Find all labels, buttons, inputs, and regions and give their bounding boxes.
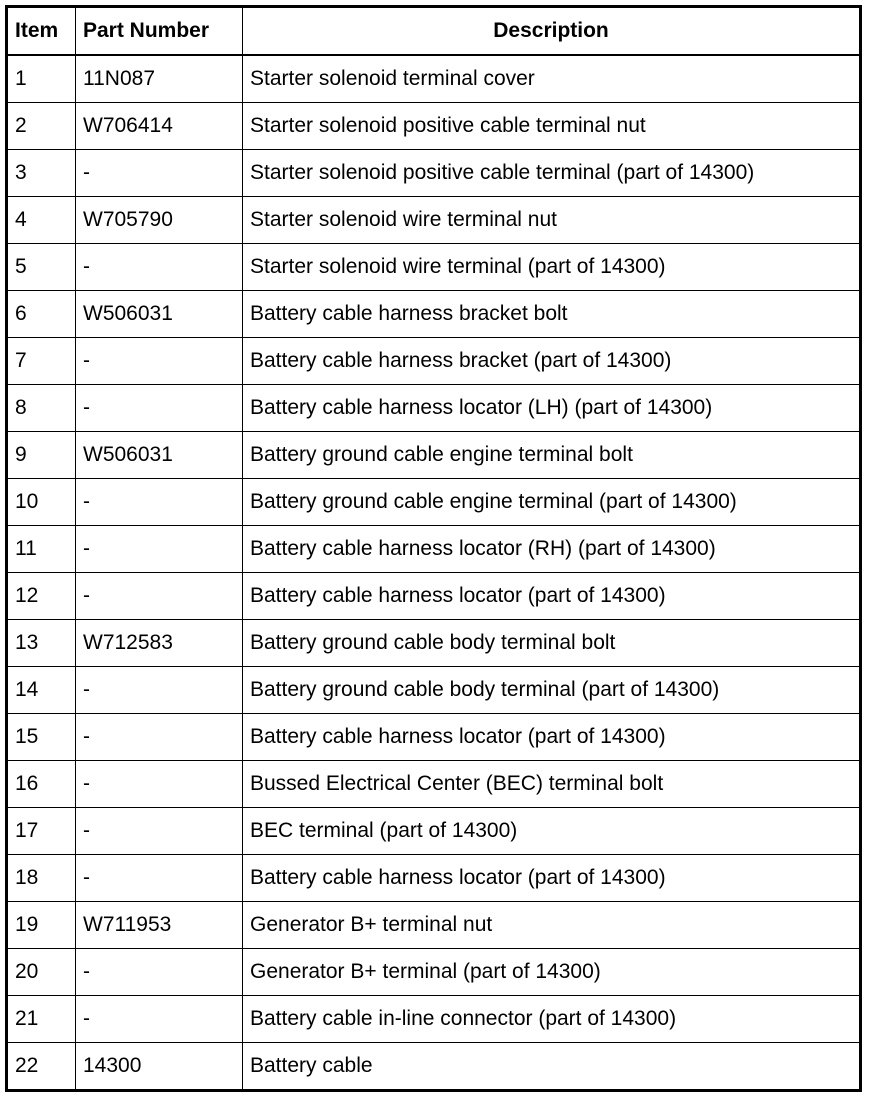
item-cell: 12 — [7, 573, 76, 620]
item-cell: 17 — [7, 808, 76, 855]
item-cell: 9 — [7, 432, 76, 479]
part-number-cell: - — [76, 479, 243, 526]
part-number-cell: W705790 — [76, 197, 243, 244]
part-number-cell: W506031 — [76, 291, 243, 338]
table-row — [7, 949, 861, 996]
item-cell: 11 — [7, 526, 76, 573]
item-cell: 21 — [7, 996, 76, 1043]
table-row — [7, 667, 861, 714]
table-row — [7, 103, 861, 150]
part-number-cell: - — [76, 996, 243, 1043]
item-cell: 1 — [7, 55, 76, 103]
description-cell: Battery cable harness bracket bolt — [243, 291, 861, 338]
part-number-cell: - — [76, 808, 243, 855]
item-cell: 16 — [7, 761, 76, 808]
item-cell: 18 — [7, 855, 76, 902]
table-row — [7, 338, 861, 385]
part-number-cell: W711953 — [76, 902, 243, 949]
description-cell: Starter solenoid positive cable terminal nut — [243, 103, 861, 150]
table-row — [7, 714, 861, 761]
description-column-header: Description — [243, 7, 861, 56]
description-cell: Battery ground cable engine terminal (part of 14300) — [243, 479, 861, 526]
table-row — [7, 479, 861, 526]
part-number-cell: - — [76, 667, 243, 714]
description-cell: Battery cable harness locator (part of 14300) — [243, 573, 861, 620]
table-row — [7, 432, 861, 479]
table-header-row — [7, 7, 861, 56]
item-cell: 8 — [7, 385, 76, 432]
item-cell: 20 — [7, 949, 76, 996]
part-number-cell: W506031 — [76, 432, 243, 479]
item-cell: 5 — [7, 244, 76, 291]
part-number-cell: - — [76, 150, 243, 197]
description-cell: Battery cable harness locator (part of 14300) — [243, 855, 861, 902]
table-row — [7, 808, 861, 855]
item-cell: 7 — [7, 338, 76, 385]
part-number-cell: - — [76, 761, 243, 808]
table-row — [7, 197, 861, 244]
part-number-cell: W712583 — [76, 620, 243, 667]
table-row — [7, 573, 861, 620]
part-number-cell: - — [76, 385, 243, 432]
table-row — [7, 150, 861, 197]
table-row — [7, 902, 861, 949]
part-number-cell: 14300 — [76, 1043, 243, 1091]
part-number-cell: - — [76, 244, 243, 291]
description-cell: Starter solenoid wire terminal nut — [243, 197, 861, 244]
description-cell: Generator B+ terminal nut — [243, 902, 861, 949]
parts-table — [5, 5, 862, 1092]
description-cell: Battery cable harness locator (part of 14300) — [243, 714, 861, 761]
part-number-cell: - — [76, 949, 243, 996]
part-number-cell: 11N087 — [76, 55, 243, 103]
part-number-cell: - — [76, 855, 243, 902]
part-number-cell: - — [76, 714, 243, 761]
part-number-cell: - — [76, 573, 243, 620]
item-cell: 22 — [7, 1043, 76, 1091]
table-row — [7, 620, 861, 667]
description-cell: Battery cable harness bracket (part of 14300) — [243, 338, 861, 385]
description-cell: Battery cable harness locator (LH) (part of 14300) — [243, 385, 861, 432]
table-row — [7, 526, 861, 573]
item-cell: 13 — [7, 620, 76, 667]
table-row — [7, 291, 861, 338]
table-row — [7, 55, 861, 103]
part-number-cell: - — [76, 526, 243, 573]
item-cell: 6 — [7, 291, 76, 338]
table-row — [7, 385, 861, 432]
description-cell: BEC terminal (part of 14300) — [243, 808, 861, 855]
part-number-column-header: Part Number — [76, 7, 243, 56]
description-cell: Starter solenoid terminal cover — [243, 55, 861, 103]
description-cell: Battery ground cable body terminal bolt — [243, 620, 861, 667]
table-row — [7, 1043, 861, 1091]
table-body — [7, 55, 861, 1091]
item-cell: 2 — [7, 103, 76, 150]
item-column-header: Item — [7, 7, 76, 56]
description-cell: Battery cable in-line connector (part of 14300) — [243, 996, 861, 1043]
description-cell: Battery ground cable engine terminal bolt — [243, 432, 861, 479]
table-row — [7, 855, 861, 902]
item-cell: 19 — [7, 902, 76, 949]
item-cell: 15 — [7, 714, 76, 761]
description-cell: Battery ground cable body terminal (part of 14300) — [243, 667, 861, 714]
table-row — [7, 761, 861, 808]
part-number-cell: W706414 — [76, 103, 243, 150]
item-cell: 14 — [7, 667, 76, 714]
description-cell: Starter solenoid wire terminal (part of 14300) — [243, 244, 861, 291]
description-cell: Battery cable harness locator (RH) (part of 14300) — [243, 526, 861, 573]
part-number-cell: - — [76, 338, 243, 385]
description-cell: Generator B+ terminal (part of 14300) — [243, 949, 861, 996]
item-cell: 4 — [7, 197, 76, 244]
description-cell: Bussed Electrical Center (BEC) terminal bolt — [243, 761, 861, 808]
description-cell: Starter solenoid positive cable terminal (part of 14300) — [243, 150, 861, 197]
item-cell: 10 — [7, 479, 76, 526]
description-cell: Battery cable — [243, 1043, 861, 1091]
table-row — [7, 996, 861, 1043]
item-cell: 3 — [7, 150, 76, 197]
table-row — [7, 244, 861, 291]
